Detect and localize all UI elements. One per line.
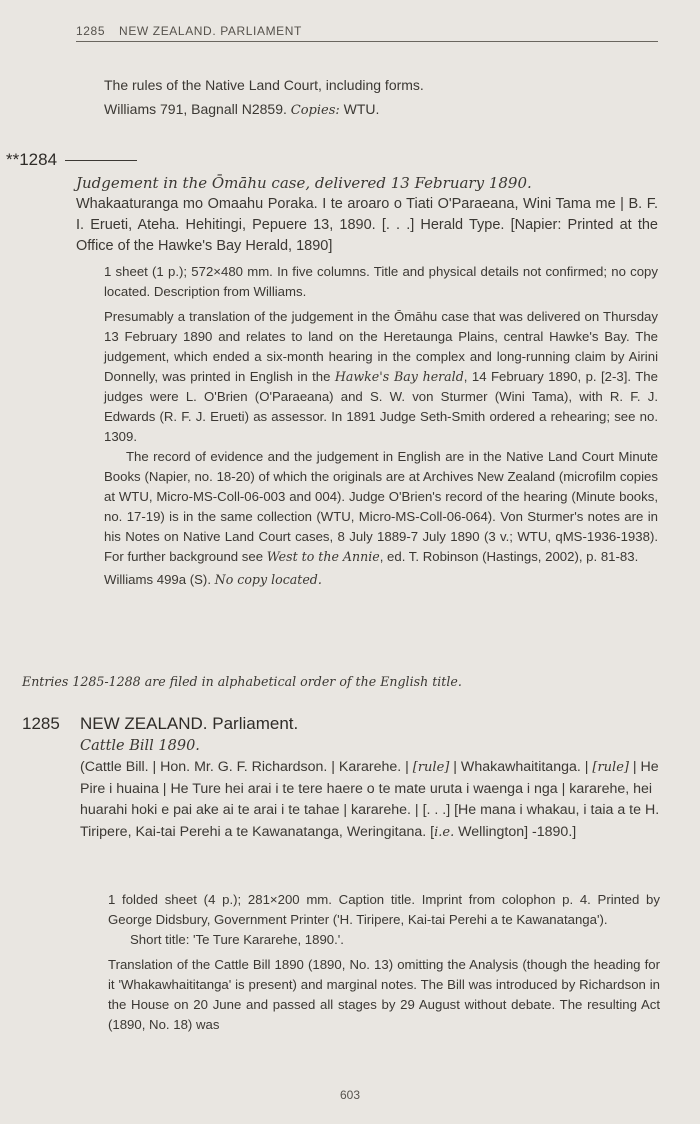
entry-1285-short-title: Short title: 'Te Ture Kararehe, 1890.'. <box>130 932 344 947</box>
entry-1285-title: Cattle Bill 1890. <box>80 738 200 754</box>
entry-1285 <box>80 714 662 843</box>
note2-text-b: , ed. T. Robinson (Hastings, 2002), p. 81-83. <box>379 549 639 564</box>
entry-1284-note1 <box>104 307 658 447</box>
running-header <box>76 24 658 42</box>
imprint-text-a: (Cattle Bill. | Hon. Mr. G. F. Richardson. | Kararehe. | <box>80 759 413 775</box>
imprint-text-d: Wellington] -1890.] <box>454 823 577 840</box>
entry-1285-imprint <box>80 757 662 843</box>
entry-1284-number-text: **1284 <box>6 150 58 169</box>
prev-entry-tail <box>104 75 664 121</box>
note1-text-a: Presumably a translation of the judgement in the Ōmāhu case that was delivered on Thursday 13 February 1890 and relates to land on the Heretaunga Plains, central Hawke's Bay. The judgement, which ended a six-month hearing in the complex and long-running claim by Airini Donnelly, was printed in English in the <box>104 309 658 384</box>
entry-1284-imprint: Whakaaturanga mo Omaahu Poraka. I te aroaro o Tiati O'Paraeana, Wini Tama me | B. F. I. Erueti, Ateha. Hehitingi, Pepuere 13, 1890. [. . .] Herald Type. [Napier: Printed at the Office of the Hawke's Bay Herald, 1890] <box>76 196 658 254</box>
entry-1284-number <box>6 150 137 170</box>
imprint-text-b: | Whakawhaititanga. | <box>449 759 593 775</box>
imprint-rule-1: [rule] <box>412 760 450 775</box>
page-footer-number: 603 <box>339 1088 361 1102</box>
ref-italic: No copy located. <box>214 572 322 587</box>
imprint-rule-2: [rule] <box>592 760 629 775</box>
entry-1284-note2 <box>104 447 658 567</box>
entry-1284 <box>76 172 658 257</box>
entry-1285-physical: 1 folded sheet (4 p.); 281×200 mm. Caption title. Imprint from colophon p. 4. Printed by George Didsbury, Government Printer ('H. Tiripere, Kai-tai Perehi a te Kawanatanga'). <box>108 892 660 927</box>
prev-entry-copies-label: Copies: <box>290 102 340 118</box>
entry-1285-note: Translation of the Cattle Bill 1890 (1890, No. 13) omitting the Analysis (though the heading for it 'Whakawhaititanga' is present) and marginal notes. The Bill was introduced by Richardson in the House on 20 June and passed all stages by 29 August without debate. The resulting Act (1890, No. 18) was <box>108 957 660 1032</box>
ref-text: Williams 499a (S). <box>104 572 211 587</box>
entry-1285-heading: NEW ZEALAND. Parliament. <box>80 714 299 733</box>
entry-1284-notes <box>104 262 658 590</box>
prev-entry-ref-text: Williams 791, Bagnall N2859. <box>104 100 287 117</box>
prev-entry-ref <box>104 99 664 122</box>
imprint-text-c: | He Pire i huaina | He Ture hei arai i te tere haere o te mate uruta i waenga i nga | kararehe, hei huarahi hoki e pai ake ai te arai i te tahae | kararehe. | [. . .] [He mana i whakau, i taia a te H. Tiripere, Kai-tai Perehi a te Kawanatanga, Weringitana. [ <box>80 759 660 840</box>
entry-1285-notes <box>108 890 660 1035</box>
note1-italic: Hawke's Bay herald <box>334 369 464 384</box>
note2-text-a: The record of evidence and the judgement in English are in the Native Land Court Minute Books (Napier, no. 18-20) of which the originals are at Archives New Zealand (microfilm copies at WTU, Micro-MS-Coll-06-003 and 004). Judge O'Brien's record of the hearing (Minute books, no. 17-19) is in the same collection (WTU, Micro-MS-Coll-06-064). Von Sturmer's notes are in his Notes on Native Land Court cases, 8 July 1889-7 July 1890 (3 v.; WTU, qMS-1936-1938). For further background see <box>104 449 658 564</box>
note1-text-b: , 14 February 1890, p. [2-3]. The judges were L. O'Brien (O'Paraeana) and S. W. von Sturmer (Wini Tama), with R. F. J. Edwards (R. F. J. Erueti) as assessor. In 1891 Judge Seth-Smith ordered a rehearing; see no. 1309. <box>104 369 658 444</box>
entry-1284-physical: 1 sheet (1 p.); 572×480 mm. In five columns. Title and physical details not confirmed; no copy located. Description from Williams. <box>104 264 658 299</box>
header-entry-number: 1285 <box>76 24 106 38</box>
entry-1285-number: 1285 <box>22 714 60 733</box>
entry-1284-title: Judgement in the Ōmāhu case, delivered 13 February 1890. <box>76 174 532 192</box>
entry-1284-ref <box>104 570 658 590</box>
header-title: NEW ZEALAND. PARLIAMENT <box>119 24 302 38</box>
entry-dash <box>65 160 137 161</box>
prev-entry-line1: The rules of the Native Land Court, including forms. <box>104 77 424 93</box>
prev-entry-copies-loc: WTU. <box>343 100 380 117</box>
note2-italic: West to the Annie <box>266 549 380 564</box>
imprint-ie: i.e. <box>434 824 455 840</box>
filing-note: Entries 1285-1288 are filed in alphabetical order of the English title. <box>22 674 462 689</box>
